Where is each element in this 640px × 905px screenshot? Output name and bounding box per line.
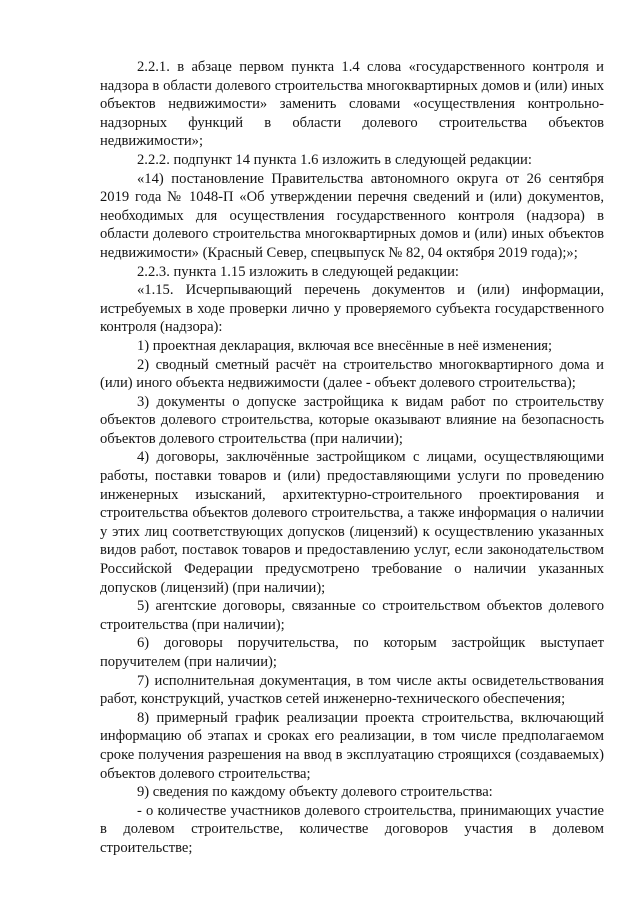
list-item-4: 4) договоры, заключённые застройщиком с лицами, осуществляющими работы, поставки товаров и (или) предоставляющими услуги по проведению инженерных изысканий, архитектурно-строительного проектирования и строительства объектов долевого строительства, а также информация о наличии у этих лиц соответствующих допусков (лицензий) к осуществлению указанных видов работ, поставок товаров и предоставлению услуг, если законодательством Российской Федерации предусмотрено требование о наличии указанных допусков (лицензий) (при наличии); <box>100 449 604 596</box>
list-item-8: 8) примерный график реализации проекта строительства, включающий информацию об этапах и сроках его реализации, в том числе предполагаемом сроке получения разрешения на ввод в эксплуатацию строящихся (создаваемых) объектов долевого строительства; <box>100 709 604 782</box>
list-item-1: 1) проектная декларация, включая все внесённые в неё изменения; <box>137 337 553 354</box>
list-item-2: 2) сводный сметный расчёт на строительство многоквартирного дома и (или) иного объекта недвижимости (далее - объект долевого строительства); <box>100 356 604 392</box>
paragraph-subitem-14: «14) постановление Правительства автономного округа от 26 сентября 2019 года № 1048-П «Об утверждении перечня сведений и (или) документов, необходимых для осуществления государственного контроля (надзора) в области долевого строительства многоквартирных домов и (или) иных объектов недвижимости» (Красный Север, спецвыпуск № 82, 04 октября 2019 года);»; <box>100 170 604 261</box>
list-item-5: 5) агентские договоры, связанные со строительством объектов долевого строительства (при наличии); <box>100 598 604 633</box>
paragraph-2-2-1: 2.2.1. в абзаце первом пункта 1.4 слова «государственного контроля и надзора в области долевого строительства многоквартирных домов и (или) иных объектов недвижимости» заменить словами «осуществления контрольно-надзорных функций в области долевого строительства объектов недвижимости»; <box>100 59 604 150</box>
paragraph-1-15: «1.15. Исчерпывающий перечень документов и (или) информации, истребуемых в ходе проверки лично у проверяемого субъекта государственного контроля (надзора): <box>100 282 604 336</box>
list-item-9-sub-1: - о количестве участников долевого строительства, принимающих участие в долевом строительстве, количестве договоров участия в долевом строительстве; <box>100 802 604 856</box>
list-item-7: 7) исполнительная документация, в том числе акты освидетельствования работ, конструкций, участков сетей инженерно-технического обеспечения; <box>100 672 604 708</box>
list-item-3: 3) документы о допуске застройщика к видам работ по строительству объектов долевого строительства, которые оказывают влияние на безопасность объектов долевого строительства (при наличии); <box>100 393 604 447</box>
list-item-9: 9) сведения по каждому объекту долевого строительства: <box>137 784 493 801</box>
paragraph-2-2-2: 2.2.2. подпункт 14 пункта 1.6 изложить в следующей редакции: <box>137 151 532 168</box>
list-item-6: 6) договоры поручительства, по которым застройщик выступает поручителем (при наличии); <box>100 635 604 670</box>
paragraph-2-2-3: 2.2.3. пункта 1.15 изложить в следующей редакции: <box>137 263 459 280</box>
